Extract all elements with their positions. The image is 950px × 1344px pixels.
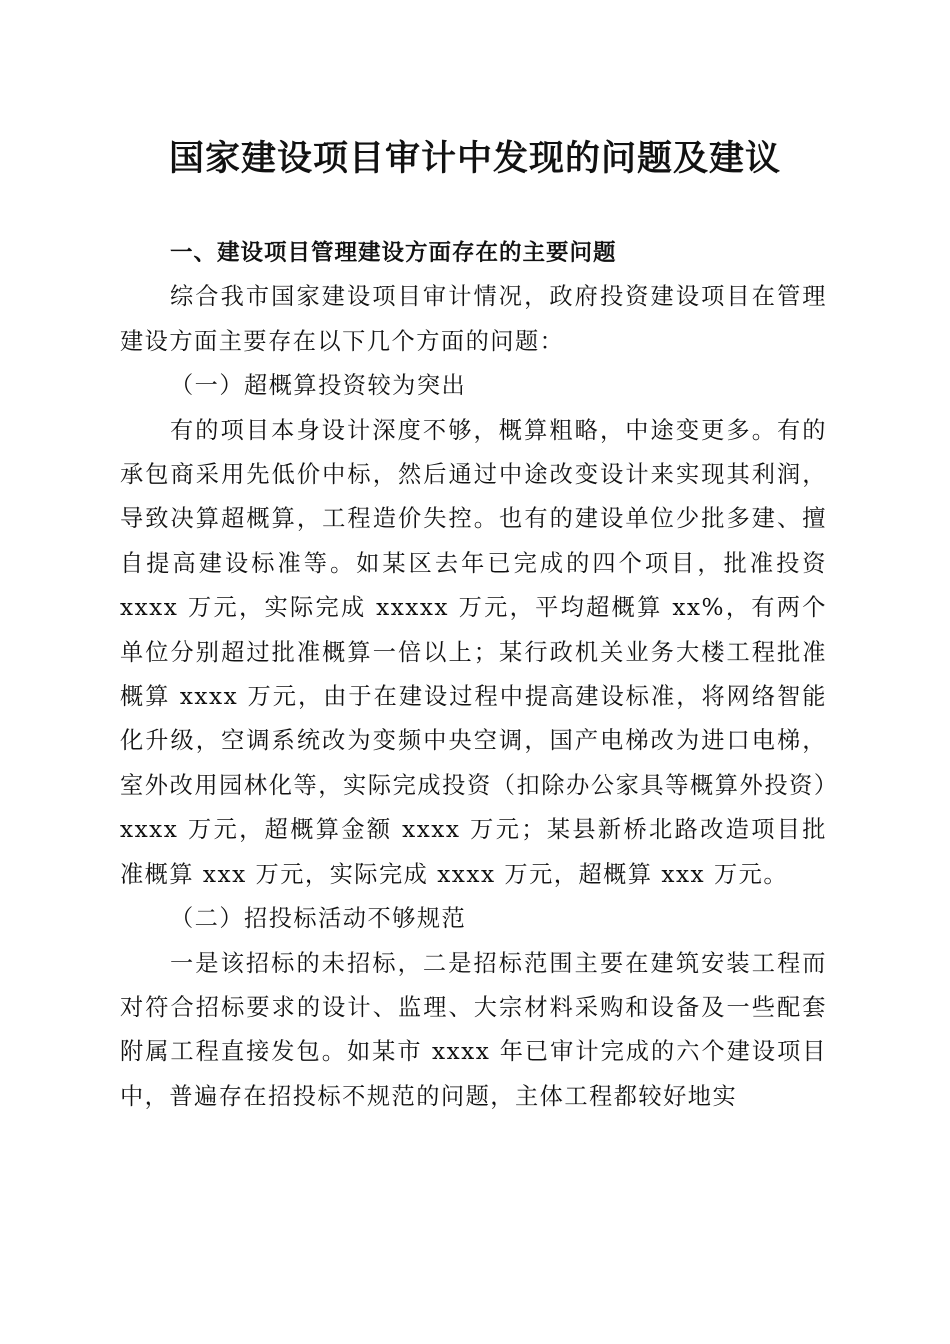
subsection-paragraph-1: 有的项目本身设计深度不够，概算粗略，中途变更多。有的承包商采用先低价中标，然后通过中途改变设计来实现其利润，导致决算超概算，工程造价失控。也有的建设单位少批多建、擅自提高建设标准等。如某区去年已完成的四个项目，批准投资 xxxx 万元，实际完成 xxxxx 万元，平均超概算 xx%，有两个单位分别超过批准概算一倍以上；某行政机关业务大楼工程批准概算 xxxx 万元，由于在建设过程中提高建设标准，将网络智能化升级，空调系统改为变频中央空调，国产电梯改为进口电梯，室外改用园林化等，实际完成投资（扣除办公家具等概算外投资）xxxx 万元，超概算金额 xxxx 万元；某县新桥北路改造项目批准概算 xxx 万元，实际完成 xxxx 万元，超概算 xxx 万元。 — [120, 416, 827, 888]
document-body — [120, 231, 827, 1119]
subsection-heading-1: （一）超概算投资较为突出 — [170, 372, 467, 400]
document-title: 国家建设项目审计中发现的问题及建议 — [168, 138, 781, 179]
subsection-heading-2: （二）招投标活动不够规范 — [170, 905, 467, 933]
section-heading-1: 一、建设项目管理建设方面存在的主要问题 — [170, 240, 617, 266]
subsection-paragraph-2: 一是该招标的未招标，二是招标范围主要在建筑安装工程而对符合招标要求的设计、监理、大宗材料采购和设备及一些配套附属工程直接发包。如某市 xxxx 年已审计完成的六个建设项目中，普遍存在招投标不规范的问题，主体工程都较好地实 — [120, 949, 827, 1110]
intro-paragraph: 综合我市国家建设项目审计情况，政府投资建设项目在管理建设方面主要存在以下几个方面的问题： — [120, 283, 827, 355]
